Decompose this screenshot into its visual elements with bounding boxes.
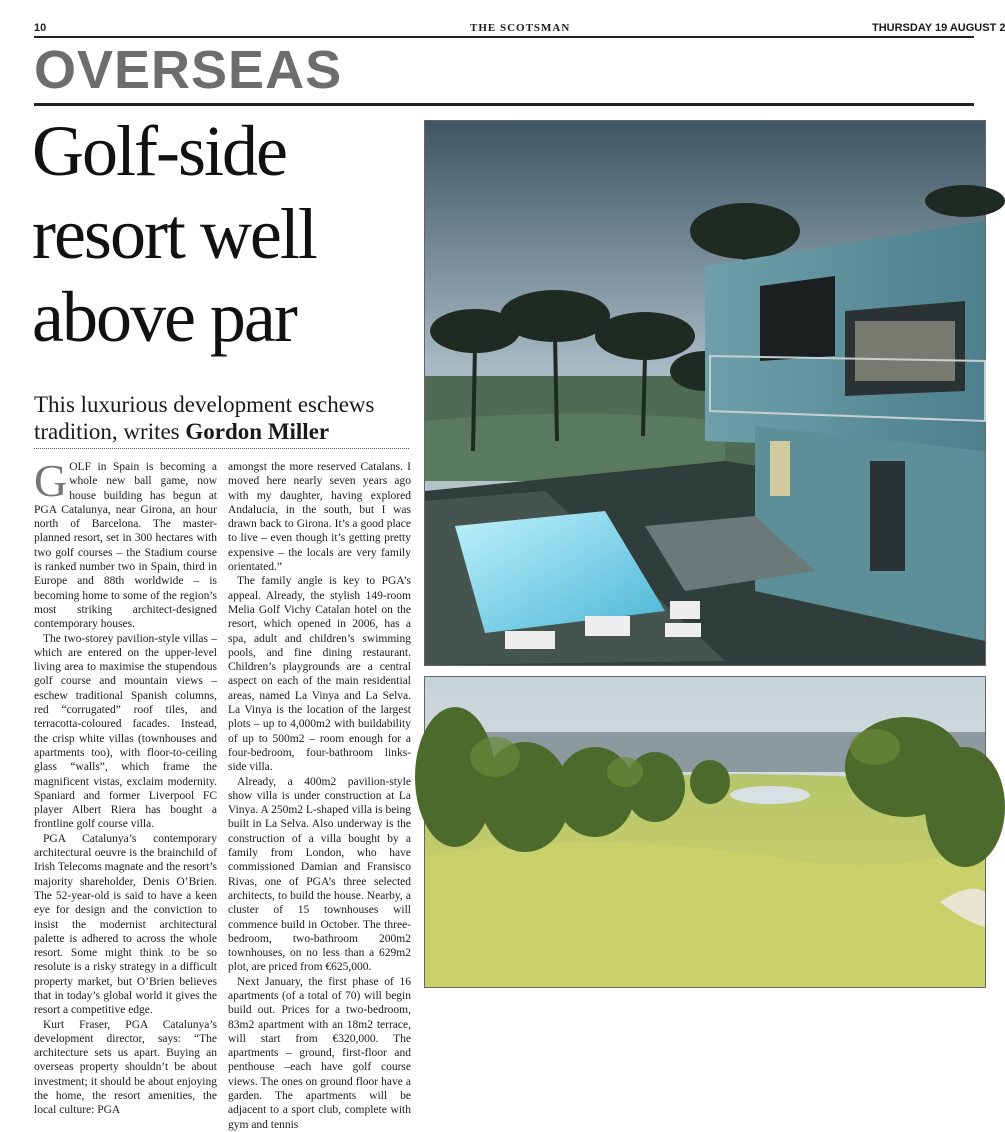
page-number: 10 [34,22,47,34]
standfirst-rule [34,448,409,449]
headline-line: above par [32,277,296,357]
drop-cap: G [34,455,68,506]
header-rule [34,36,974,38]
article-paragraph: amongst the more reserved Catalans. I moved here nearly seven years ago with my daughter, having explored Andalucia, in the south, but I was drawn back to Girona. It’s a good place to live – even though it’s getting pretty expensive – the locals are very family orientated.” [228,461,411,574]
article-paragraph: Kurt Fraser, PGA Catalunya’s development director, says: “The architecture sets us apart. Buying an overseas property shouldn’t be about investment; it should be about enjoying the home, the resort amenities, the local culture: PGA [34,1018,217,1117]
article-headline [32,110,412,359]
golf-course-photo [424,676,986,988]
section-label: OVERSEAS [34,40,343,100]
villa-photo [424,120,986,666]
article-paragraph: Already, a 400m2 pavilion-style show villa is under construction at La Vinya. A 250m2 L-shaped villa is being built in La Selva. Also underway is the construction of a villa bought by a family from London, who have commissioned Damian and Fransisco Rivas, one of PGA’s three selected architects, to build the house. Nearby, a cluster of 15 townhouses will commence build in October. The three-bedroom, two-bathroom 200m2 townhouses, on no less than a 629m2 plot, are priced from €625,000. [228,775,411,974]
article-paragraph: The two-storey pavilion-style villas – which are entered on the upper-level living area to maximise the stupendous golf course and mountain views – eschew traditional Spanish columns, red “corrugated” roof tiles, and terracotta-coloured facades. Instead, the crisp white villas (townhouses and apartments too), with floor-to-ceiling glass “walls”, which frame the magnificent vistas, exclaim modernity. Spaniard and former Liverpool FC player Albert Riera has bought a frontline golf course villa. [34,632,217,831]
article-column-1 [34,455,217,1117]
section-rule [34,103,974,106]
article-paragraph: Next January, the first phase of 16 apartments (of a total of 70) will begin build out. Prices for a two-bedroom, 83m2 apartment with an 18m2 terrace, will start from €320,000. The apartments – ground, first-floor and penthouse –each have golf course views. The ones on ground floor have a garden. The apartments will be adjacent to a sport club, complete with gym and tennis [228,975,411,1131]
byline-author: Gordon Miller [185,419,330,444]
newspaper-masthead: THE SCOTSMAN [470,22,571,34]
paragraph-text: OLF in Spain is becoming a whole new ball game, now house building has begun at PGA Catalunya, near Girona, an hour north of Barcelona. The master-planned resort, set in 300 hectares with two golf courses – the Stadium course is ranked number two in Spain, third in Europe and 88th worldwide – is becoming home to some of the region’s most striking architect-designed contemporary houses. [34,461,217,631]
article-paragraph: PGA Catalunya’s contemporary architectural oeuvre is the brainchild of Irish Telecoms magnate and the resort’s majority shareholder, Denis O’Brien. The 52-year-old is said to have a keen eye for design and the conviction to insist the modernist architectural palette is adhered to across the whole resort. Some might think to be so resolute is a risky strategy in a difficult property market, but O’Brien believes that in today’s global world it gives the resort a competitive edge. [34,832,217,1017]
headline-line: resort well [32,194,316,274]
standfirst [34,391,414,445]
issue-date: THURSDAY 19 AUGUST 2 [872,22,1005,34]
article-paragraph [34,455,217,632]
article-paragraph: The family angle is key to PGA’s appeal. Already, the stylish 149-room Melia Golf Vichy Catalan hotel on the resort, which opened in 2006, has a spa, adult and children’s swimming pools, and fine dining restaurant. Children’s playgrounds are a central aspect on each of the main residential areas, named La Vinya and La Selva. La Vinya is the location of the largest plots – up to 4,000m2 with buildability of up to 500m2 – room enough for a four-bedroom, four-bathroom links-side villa. [228,575,411,774]
standfirst-text: This luxurious development eschews tradition, writes [34,392,375,444]
headline-line: Golf-side [32,111,286,191]
article-column-2 [228,460,411,1131]
